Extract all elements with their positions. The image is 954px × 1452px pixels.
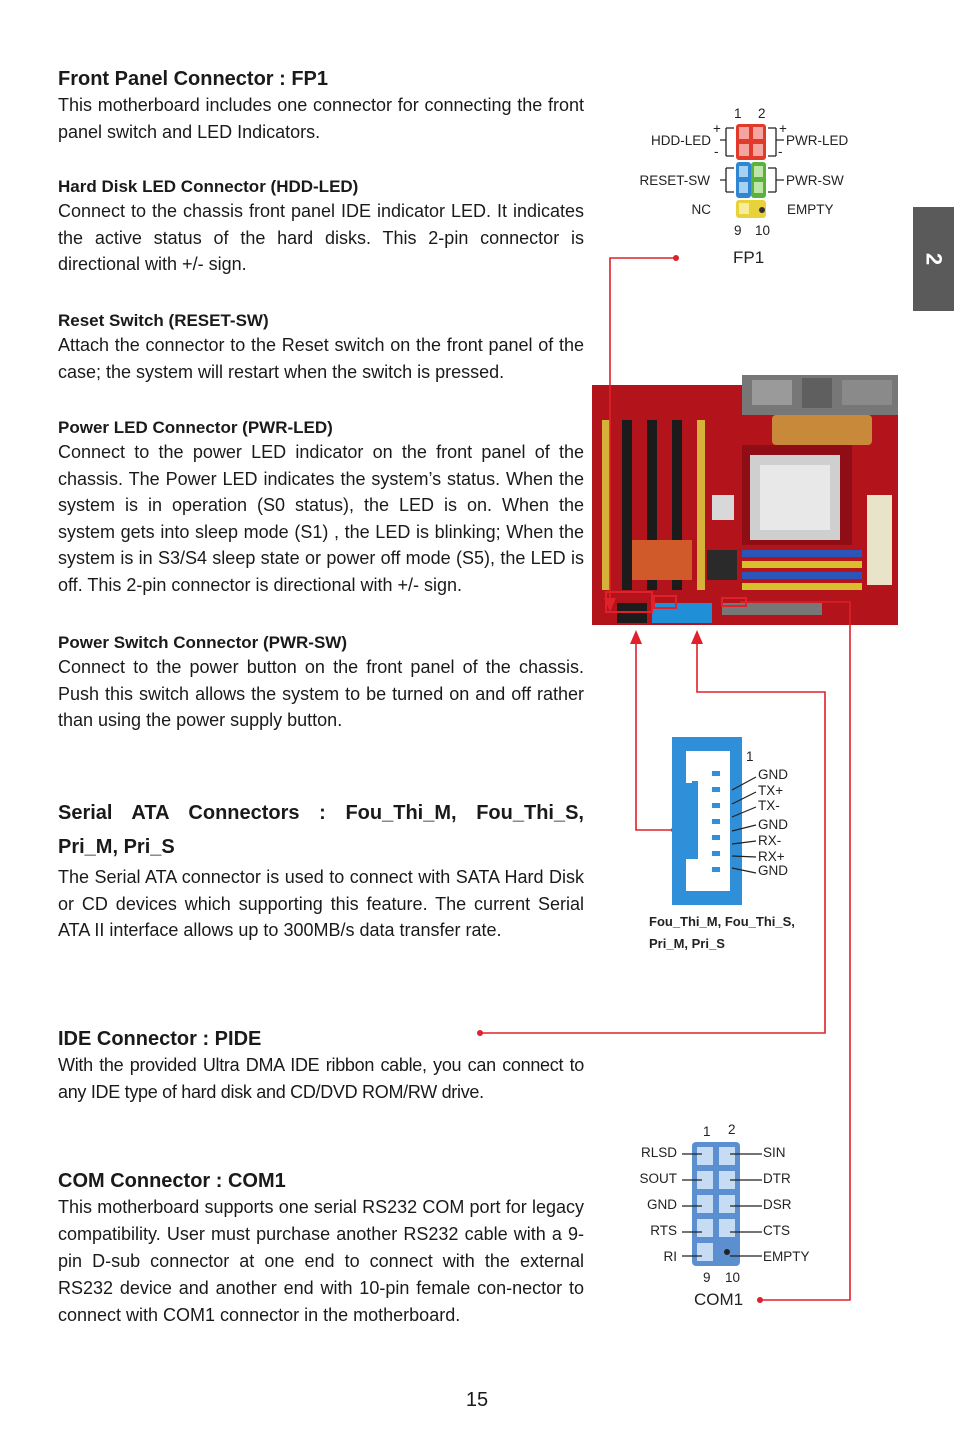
chapter-tab bbox=[913, 207, 954, 311]
fp1-pin-1: 1 bbox=[734, 106, 742, 121]
fp1-section bbox=[58, 66, 584, 145]
sata-section bbox=[58, 796, 584, 944]
sata-pin-gnd-1: GND bbox=[758, 767, 788, 782]
com1-pin-9: 9 bbox=[703, 1270, 711, 1285]
fp1-pwr-led-label: PWR-LED bbox=[786, 133, 849, 148]
com1-pin-rlsd: RLSD bbox=[640, 1145, 677, 1160]
sata-text: The Serial ATA connector is used to connect with SATA Hard Disk or CD devices which supporting this feature. The current Serial ATA II interface allows up to 300MB/s data transfer rate. bbox=[58, 867, 584, 941]
sata-pin-gnd-3: GND bbox=[758, 863, 788, 878]
fp1-intro: This motherboard includes one connector for connecting the front panel switch and LED Indicators. bbox=[58, 95, 584, 142]
fp1-caption: FP1 bbox=[733, 248, 765, 267]
reset-sw-section bbox=[58, 310, 584, 385]
com1-pin-rts: RTS bbox=[650, 1223, 677, 1238]
sata-caption-line1: Fou_Thi_M, Fou_Thi_S, bbox=[649, 914, 795, 929]
fp1-pin-9: 9 bbox=[734, 223, 742, 238]
com1-pin-empty: EMPTY bbox=[763, 1249, 810, 1264]
hdd-led-text: Connect to the chassis front panel IDE indicator LED. It indicates the active status of the hard disks. This 2-pin connector is directional with +/- sign. bbox=[58, 201, 584, 275]
hdd-led-heading: Hard Disk LED Connector (HDD-LED) bbox=[58, 177, 359, 196]
pwr-sw-heading: Power Switch Connector (PWR-SW) bbox=[58, 633, 347, 652]
com1-pin-10: 10 bbox=[725, 1270, 741, 1285]
pwr-led-heading: Power LED Connector (PWR-LED) bbox=[58, 418, 333, 437]
sata-callout-line bbox=[636, 640, 674, 830]
page-number: 15 bbox=[465, 1389, 489, 1411]
fp1-minus-left: - bbox=[714, 144, 719, 159]
com1-header-graphic bbox=[682, 1138, 762, 1270]
motherboard-photo bbox=[592, 375, 898, 625]
sata-pin-rx-minus: RX- bbox=[758, 833, 782, 848]
com-title: COM Connector : COM1 bbox=[58, 1170, 286, 1192]
sata-pin-1: 1 bbox=[746, 749, 754, 764]
fp1-pin-2: 2 bbox=[758, 106, 766, 121]
com1-pin-ri: RI bbox=[663, 1249, 677, 1264]
com1-pin-1: 1 bbox=[703, 1124, 711, 1139]
fp1-empty-label: EMPTY bbox=[787, 202, 834, 217]
com1-caption: COM1 bbox=[694, 1290, 744, 1309]
com1-pin-cts: CTS bbox=[763, 1223, 790, 1238]
com-section bbox=[58, 1168, 584, 1329]
sata-connector-graphic bbox=[672, 737, 812, 907]
com1-pin-gnd: GND bbox=[647, 1197, 677, 1212]
com-text: This motherboard supports one serial RS232 COM port for legacy compatibility. User must purchase another RS232 cable with a 9-pin D-sub connector at one end to connect with the external RS232 device and another end with 10-pin female con-nector to connect with COM1 connector in the motherboard. bbox=[58, 1197, 584, 1325]
com1-pin-sout: SOUT bbox=[639, 1171, 677, 1186]
pwr-sw-text: Connect to the power button on the front panel of the chassis. Push this switch allows the system to be turned on and off rather than using the power supply button. bbox=[58, 657, 584, 731]
fp1-nc-label: NC bbox=[691, 202, 711, 217]
ide-section bbox=[58, 1026, 584, 1105]
com1-pin-dsr: DSR bbox=[763, 1197, 792, 1212]
sata-pin-tx-plus: TX+ bbox=[758, 783, 784, 798]
fp1-minus-right: - bbox=[778, 144, 783, 159]
sata-title-line2: Pri_M, Pri_S bbox=[58, 836, 175, 858]
fp1-hdd-led-label: HDD-LED bbox=[650, 133, 711, 148]
hdd-led-section bbox=[58, 176, 584, 278]
ide-title: IDE Connector : PIDE bbox=[58, 1028, 262, 1050]
fp1-reset-sw-label: RESET-SW bbox=[639, 173, 710, 188]
fp1-plus-right: + bbox=[779, 121, 787, 136]
fp1-title: Front Panel Connector : FP1 bbox=[58, 68, 329, 90]
sata-title-line1: Serial ATA Connectors : Fou_Thi_M, Fou_Thi_S, bbox=[58, 802, 584, 824]
sata-caption-line2: Pri_M, Pri_S bbox=[649, 936, 725, 951]
com1-pin-2: 2 bbox=[728, 1122, 736, 1137]
pwr-led-text: Connect to the power LED indicator on the front panel of the chassis. The Power LED indicates the system’s status. When the system is in operation (S0 status), the LED is on. When the system gets into sleep mode (S1) , the LED is blinking; When the system is in S3/S4 sleep state or power off mode (S5), the LED is off. This 2-pin connector is directional with +/- sign. bbox=[58, 442, 584, 595]
pwr-led-section bbox=[58, 417, 584, 599]
sata-pin-gnd-2: GND bbox=[758, 817, 788, 832]
fp1-plus-left: + bbox=[713, 121, 721, 136]
sata-pin-tx-minus: TX- bbox=[758, 798, 780, 813]
fp1-pwr-sw-label: PWR-SW bbox=[786, 173, 844, 188]
fp1-pin-10: 10 bbox=[755, 223, 771, 238]
chapter-tab-number: 2 bbox=[921, 252, 947, 266]
reset-sw-heading: Reset Switch (RESET-SW) bbox=[58, 311, 269, 330]
com1-pin-dtr: DTR bbox=[763, 1171, 791, 1186]
com1-pin-sin: SIN bbox=[763, 1145, 786, 1160]
reset-sw-text: Attach the connector to the Reset switch on the front panel of the case; the system will restart when the switch is pressed. bbox=[58, 335, 584, 382]
sata-pin-rx-plus: RX+ bbox=[758, 849, 785, 864]
pwr-sw-section bbox=[58, 632, 584, 734]
fp1-header-graphic bbox=[710, 118, 800, 223]
ide-text: With the provided Ultra DMA IDE ribbon cable, you can connect to any IDE type of hard disk and CD/DVD ROM/RW drive. bbox=[58, 1055, 584, 1102]
